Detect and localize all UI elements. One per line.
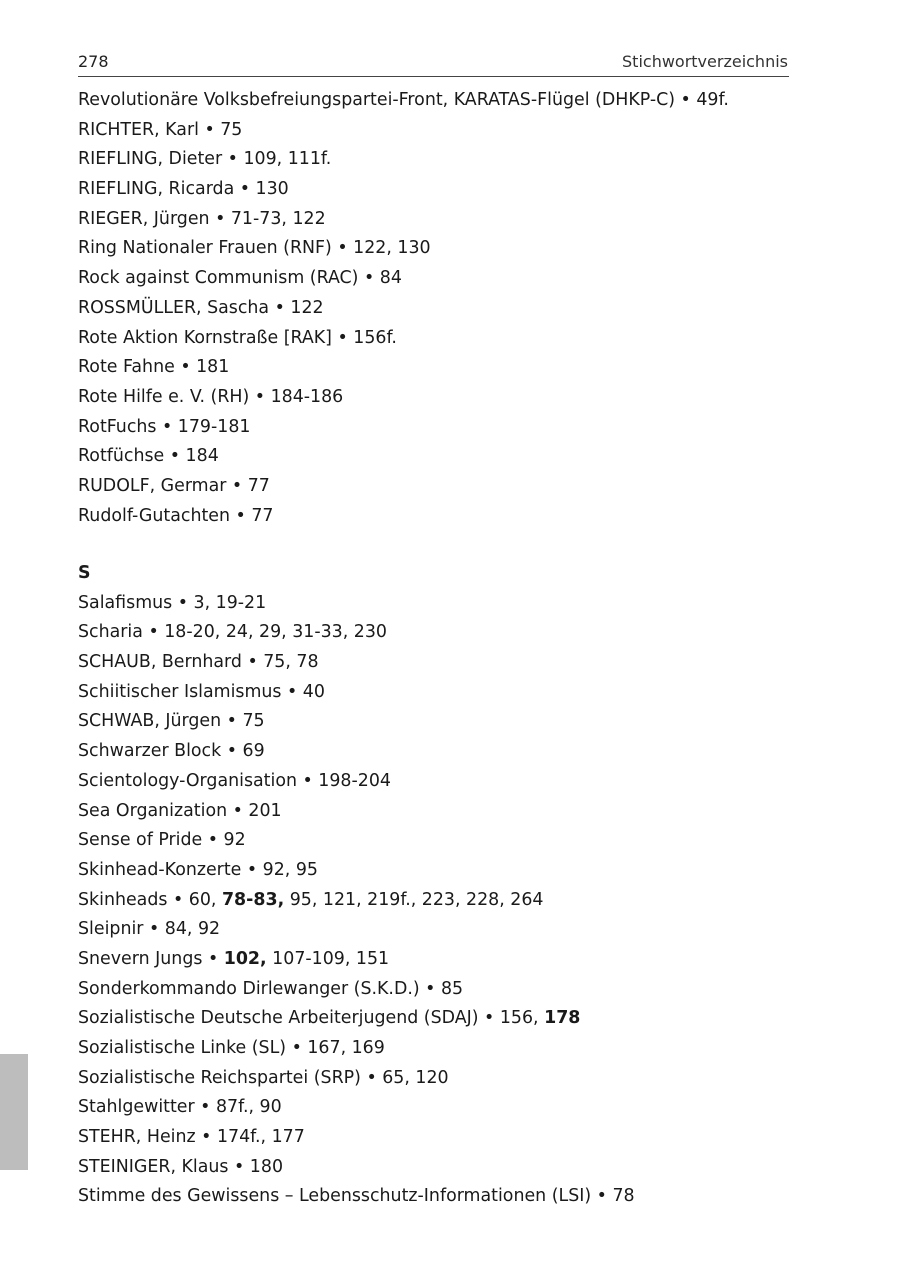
index-entry <box>78 1153 798 1183</box>
index-entry-text: Scharia • 18-20, 24, 29, 31-33, 230 <box>78 622 387 643</box>
index-entry <box>78 502 798 532</box>
index-entry-bold-page: 78-83, <box>221 889 285 910</box>
page-number: 278 <box>78 52 109 71</box>
index-entry-text: Schwarzer Block • 69 <box>78 741 265 762</box>
index-entry <box>78 413 798 443</box>
index-entry-text: Salafismus • 3, 19-21 <box>78 592 267 613</box>
index-entry-text: SCHAUB, Bernhard • 75, 78 <box>78 652 319 673</box>
index-entry-text: RotFuchs • 179-181 <box>78 416 251 437</box>
index-entry-bold-page: 178 <box>544 1008 581 1029</box>
index-entry <box>78 205 798 235</box>
index-entry <box>78 324 798 354</box>
index-section-s <box>78 559 798 1212</box>
index-entry-text: Schiitischer Islamismus • 40 <box>78 681 325 702</box>
index-entry <box>78 737 798 767</box>
index-entry <box>78 86 798 116</box>
index-entry <box>78 886 798 916</box>
index-entry-text: Rote Aktion Kornstraße [RAK] • 156f. <box>78 327 397 348</box>
index-entry <box>78 767 798 797</box>
index-entry <box>78 472 798 502</box>
index-entry <box>78 589 798 619</box>
index-entry-text: Rote Hilfe e. V. (RH) • 184-186 <box>78 386 344 407</box>
index-entry-text: STEHR, Heinz • 174f., 177 <box>78 1127 305 1148</box>
header-rule <box>78 76 789 77</box>
index-entry-text: Sozialistische Reichspartei (SRP) • 65, 120 <box>78 1067 449 1088</box>
index-entry-text: Sense of Pride • 92 <box>78 830 246 851</box>
index-entry-bold-page: 102, <box>223 948 267 969</box>
index-entry-text: RUDOLF, Germar • 77 <box>78 475 270 496</box>
index-entry-text: Rudolf-Gutachten • 77 <box>78 505 274 526</box>
index-entry-text: Stahlgewitter • 87f., 90 <box>78 1097 282 1118</box>
running-head: Stichwortverzeichnis <box>622 52 788 71</box>
index-entry <box>78 975 798 1005</box>
index-entry-text: Skinheads • 60, <box>78 889 222 910</box>
index-entry <box>78 442 798 472</box>
index-entry <box>78 915 798 945</box>
index-entry-text: SCHWAB, Jürgen • 75 <box>78 711 265 732</box>
index-entry-text: Sozialistische Deutsche Arbeiterjugend (SDAJ) • 156, <box>78 1008 545 1029</box>
index-entry <box>78 1123 798 1153</box>
index-entry <box>78 145 798 175</box>
index-entry <box>78 264 798 294</box>
index-entry <box>78 1093 798 1123</box>
index-entry-text: RIEFLING, Dieter • 109, 111f. <box>78 149 332 170</box>
index-entry <box>78 294 798 324</box>
index-entry-text: Sonderkommando Dirlewanger (S.K.D.) • 85 <box>78 978 464 999</box>
index-entry <box>78 353 798 383</box>
index-entry <box>78 648 798 678</box>
index-section-r <box>78 86 798 531</box>
index-entry-text: Ring Nationaler Frauen (RNF) • 122, 130 <box>78 238 431 259</box>
index-entry <box>78 383 798 413</box>
index-entry-text: RIEFLING, Ricarda • 130 <box>78 179 289 200</box>
index-entry <box>78 797 798 827</box>
index-entry <box>78 175 798 205</box>
index-entry-text: Rote Fahne • 181 <box>78 357 230 378</box>
index-entry-text: Skinhead-Konzerte • 92, 95 <box>78 859 318 880</box>
index-entry-text: ROSSMÜLLER, Sascha • 122 <box>78 297 324 318</box>
index-entry <box>78 1034 798 1064</box>
index-entry <box>78 707 798 737</box>
index-entry <box>78 1004 798 1034</box>
index-entry <box>78 618 798 648</box>
index-entry-text: Sleipnir • 84, 92 <box>78 919 221 940</box>
thumb-tab <box>0 1054 28 1170</box>
index-entry-text: STEINIGER, Klaus • 180 <box>78 1156 284 1177</box>
index-entry-text: Revolutionäre Volksbefreiungspartei-Front, KARATAS-Flügel (DHKP-C) • 49f. <box>78 90 729 110</box>
index-entry-text: RIEGER, Jürgen • 71-73, 122 <box>78 208 326 229</box>
index-entry <box>78 826 798 856</box>
letter-heading: S <box>78 563 91 583</box>
index-entry-text: Sea Organization • 201 <box>78 800 282 821</box>
index-entry-text: 95, 121, 219f., 223, 228, 264 <box>284 889 544 910</box>
index-entry <box>78 945 798 975</box>
index-entry <box>78 1064 798 1094</box>
index-entry-text: Stimme des Gewissens – Lebensschutz-Informationen (LSI) • 78 <box>78 1186 635 1207</box>
index-entry <box>78 856 798 886</box>
index-entry <box>78 678 798 708</box>
index-entry-text: Scientology-Organisation • 198-204 <box>78 770 391 791</box>
index-entry-text: RICHTER, Karl • 75 <box>78 119 243 140</box>
index-entry <box>78 116 798 146</box>
index-entry-text: 107-109, 151 <box>266 948 390 969</box>
index-entry <box>78 234 798 264</box>
index-entry-text: Snevern Jungs • <box>78 948 224 969</box>
index-entry-text: Rock against Communism (RAC) • 84 <box>78 268 402 289</box>
index-entry <box>78 1182 798 1212</box>
index-entry-text: Sozialistische Linke (SL) • 167, 169 <box>78 1038 385 1058</box>
index-entry-text: Rotfüchse • 184 <box>78 446 219 467</box>
